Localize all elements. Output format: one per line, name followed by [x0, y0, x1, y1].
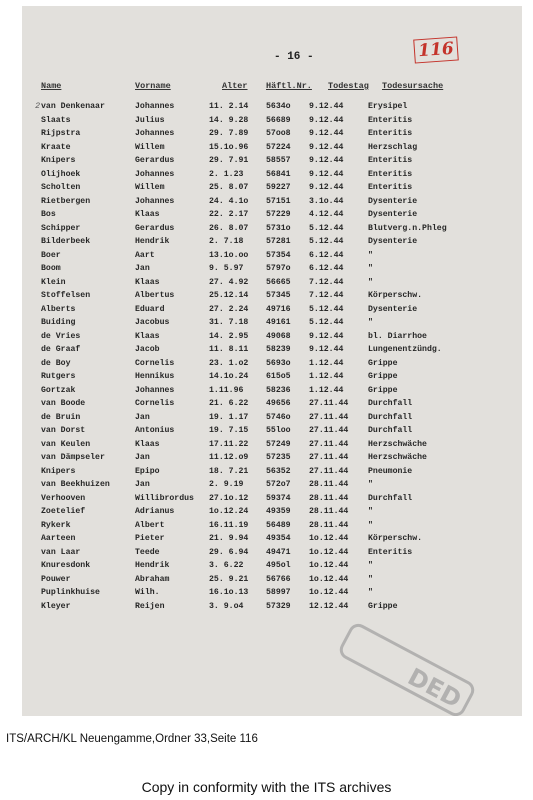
- first-name-cell: Jan: [135, 412, 150, 422]
- death-date-cell: 28.11.44: [309, 507, 349, 516]
- death-date-cell: 1.12.44: [309, 372, 344, 381]
- page-number: - 16 -: [274, 51, 314, 63]
- header-age: Alter: [222, 81, 248, 91]
- surname-cell: Bilderbeek: [41, 237, 91, 246]
- first-name-cell: Epipo: [135, 466, 160, 476]
- cause-of-death-cell: ": [368, 318, 373, 327]
- surname-cell: Knipers: [41, 466, 76, 476]
- cause-of-death-cell: Herzschwäche: [368, 453, 427, 462]
- cause-of-death-cell: Pneumonie: [368, 466, 413, 476]
- cause-of-death-cell: bl. Diarrhoe: [368, 331, 427, 341]
- prisoner-number-cell: 495ol: [266, 561, 291, 570]
- document-scan: [22, 6, 522, 716]
- prisoner-number-cell: 57151: [266, 196, 291, 206]
- first-name-cell: Johannes: [135, 169, 175, 179]
- prisoner-number-cell: 5693o: [266, 358, 291, 368]
- handwritten-page-number: 116: [413, 36, 459, 63]
- prisoner-number-cell: 57354: [266, 250, 291, 260]
- prisoner-number-cell: 59227: [266, 183, 291, 192]
- table-row: [22, 480, 522, 494]
- prisoner-number-cell: 58997: [266, 588, 291, 597]
- table-row: [22, 210, 522, 224]
- cause-of-death-cell: Enteritis: [368, 547, 413, 557]
- surname-cell: Knipers: [41, 156, 76, 165]
- death-date-cell: 9.12.44: [309, 345, 344, 354]
- surname-cell: van Dorst: [41, 426, 86, 435]
- cause-of-death-cell: Durchfall: [368, 412, 413, 422]
- death-date-cell: 1o.12.44: [309, 561, 349, 570]
- dead-stamp: DED: [336, 620, 477, 716]
- table-row: [22, 467, 522, 481]
- surname-cell: Olijhoek: [41, 169, 81, 179]
- death-date-cell: 1o.12.44: [309, 574, 349, 584]
- header-prisoner-number: Häftl.Nr.: [266, 81, 312, 91]
- birth-date-cell: 2. 1.23: [209, 169, 244, 179]
- prisoner-number-cell: 572o7: [266, 480, 291, 489]
- death-date-cell: 1.12.44: [309, 385, 344, 395]
- surname-cell: van Boode: [41, 399, 86, 408]
- surname-cell: Rietbergen: [41, 196, 91, 206]
- death-date-cell: 27.11.44: [309, 439, 349, 449]
- first-name-cell: Willem: [135, 183, 165, 192]
- table-row: [22, 399, 522, 413]
- table-row: [22, 116, 522, 130]
- table-row: [22, 561, 522, 575]
- cause-of-death-cell: Grippe: [368, 601, 398, 611]
- prisoner-number-cell: 49161: [266, 318, 291, 327]
- first-name-cell: Willibrordus: [135, 493, 194, 503]
- cause-of-death-cell: Grippe: [368, 358, 398, 368]
- birth-date-cell: 25. 9.21: [209, 574, 249, 584]
- prisoner-number-cell: 56665: [266, 277, 291, 287]
- prisoner-number-cell: 49354: [266, 534, 291, 543]
- cause-of-death-cell: Lungenentzündg.: [368, 345, 442, 354]
- death-date-cell: 4.12.44: [309, 210, 344, 219]
- cause-of-death-cell: ": [368, 507, 373, 516]
- cause-of-death-cell: Dysenterie: [368, 304, 418, 314]
- birth-date-cell: 24. 4.1o: [209, 196, 249, 206]
- first-name-cell: Gerardus: [135, 223, 175, 233]
- first-name-cell: Albert: [135, 520, 165, 530]
- prisoner-number-cell: 56352: [266, 466, 291, 476]
- death-date-cell: 28.11.44: [309, 493, 349, 503]
- surname-cell: Rutgers: [41, 372, 76, 381]
- surname-cell: Boom: [41, 264, 61, 273]
- first-name-cell: Jan: [135, 480, 150, 489]
- prisoner-number-cell: 49359: [266, 507, 291, 516]
- table-row: [22, 359, 522, 373]
- prisoner-number-cell: 57329: [266, 601, 291, 611]
- header-name: Name: [41, 81, 62, 91]
- birth-date-cell: 3. 6.22: [209, 561, 244, 570]
- prisoner-number-cell: 56841: [266, 169, 291, 179]
- prisoner-number-cell: 49068: [266, 331, 291, 341]
- death-date-cell: 5.12.44: [309, 237, 344, 246]
- death-date-cell: 27.11.44: [309, 426, 349, 435]
- prisoner-number-cell: 59374: [266, 493, 291, 503]
- cause-of-death-cell: Grippe: [368, 372, 398, 381]
- cause-of-death-cell: Durchfall: [368, 493, 413, 503]
- birth-date-cell: 14. 9.28: [209, 115, 249, 125]
- birth-date-cell: 31. 7.18: [209, 318, 249, 327]
- death-date-cell: 5.12.44: [309, 318, 344, 327]
- cause-of-death-cell: Enteritis: [368, 156, 413, 165]
- surname-cell: van Keulen: [41, 439, 91, 449]
- cause-of-death-cell: Enteritis: [368, 115, 413, 125]
- surname-cell: de Vries: [41, 331, 81, 341]
- birth-date-cell: 14. 2.95: [209, 331, 249, 341]
- cause-of-death-cell: ": [368, 250, 373, 260]
- table-row: [22, 426, 522, 440]
- surname-cell: Schipper: [41, 223, 81, 233]
- cause-of-death-cell: Enteritis: [368, 129, 413, 138]
- death-date-cell: 9.12.44: [309, 183, 344, 192]
- table-row: [22, 521, 522, 535]
- first-name-cell: Jan: [135, 453, 150, 462]
- first-name-cell: Johannes: [135, 196, 175, 206]
- surname-cell: Pouwer: [41, 574, 71, 584]
- surname-cell: van Beekhuizen: [41, 480, 110, 489]
- birth-date-cell: 9. 5.97: [209, 264, 244, 273]
- first-name-cell: Gerardus: [135, 156, 175, 165]
- table-row: [22, 345, 522, 359]
- prisoner-number-cell: 58239: [266, 345, 291, 354]
- cause-of-death-cell: Körperschw.: [368, 291, 423, 300]
- first-name-cell: Antonius: [135, 426, 175, 435]
- birth-date-cell: 19. 1.17: [209, 412, 249, 422]
- prisoner-number-cell: 57235: [266, 453, 291, 462]
- death-date-cell: 5.12.44: [309, 223, 344, 233]
- birth-date-cell: 21. 9.94: [209, 534, 249, 543]
- birth-date-cell: 19. 7.15: [209, 426, 249, 435]
- first-name-cell: Julius: [135, 115, 165, 125]
- prisoner-number-cell: 49471: [266, 547, 291, 557]
- table-row: [22, 291, 522, 305]
- cause-of-death-cell: Grippe: [368, 385, 398, 395]
- death-date-cell: 27.11.44: [309, 453, 349, 462]
- death-date-cell: 9.12.44: [309, 115, 344, 125]
- death-date-cell: 7.12.44: [309, 277, 344, 287]
- birth-date-cell: 27.1o.12: [209, 493, 249, 503]
- table-row: [22, 197, 522, 211]
- birth-date-cell: 26. 8.07: [209, 223, 249, 233]
- surname-cell: Kleyer: [41, 601, 71, 611]
- cause-of-death-cell: Durchfall: [368, 399, 413, 408]
- birth-date-cell: 15.1o.96: [209, 142, 249, 152]
- surname-cell: de Boy: [41, 358, 71, 368]
- prisoner-number-cell: 57229: [266, 210, 291, 219]
- surname-cell: Stoffelsen: [41, 291, 91, 300]
- first-name-cell: Eduard: [135, 304, 165, 314]
- death-date-cell: 27.11.44: [309, 412, 349, 422]
- cause-of-death-cell: ": [368, 520, 373, 530]
- table-row: [22, 237, 522, 251]
- birth-date-cell: 11. 2.14: [209, 102, 249, 111]
- cause-of-death-cell: Herzschlag: [368, 142, 418, 152]
- surname-cell: Gortzak: [41, 385, 76, 395]
- prisoner-number-cell: 49656: [266, 399, 291, 408]
- prisoner-number-cell: 58236: [266, 385, 291, 395]
- prisoner-number-cell: 5731o: [266, 223, 291, 233]
- birth-date-cell: 14.1o.24: [209, 372, 249, 381]
- table-row: [22, 156, 522, 170]
- table-row: [22, 129, 522, 143]
- first-name-cell: Hendrik: [135, 561, 170, 570]
- first-name-cell: Aart: [135, 250, 155, 260]
- surname-cell: Buiding: [41, 318, 76, 327]
- death-date-cell: 3.1o.44: [309, 196, 344, 206]
- prisoner-number-cell: 57345: [266, 291, 291, 300]
- first-name-cell: Johannes: [135, 385, 175, 395]
- first-name-cell: Teede: [135, 547, 160, 557]
- surname-cell: Rijpstra: [41, 129, 81, 138]
- header-death-date: Todestag: [328, 81, 369, 91]
- archive-caption: ITS/ARCH/KL Neuengamme,Ordner 33,Seite 116: [6, 733, 258, 745]
- table-row: [22, 588, 522, 602]
- surname-cell: Scholten: [41, 183, 81, 192]
- death-date-cell: 9.12.44: [309, 331, 344, 341]
- first-name-cell: Jacob: [135, 345, 160, 354]
- surname-cell: Verhooven: [41, 493, 86, 503]
- prisoner-number-cell: 5634o: [266, 102, 291, 111]
- first-name-cell: Klaas: [135, 277, 160, 287]
- surname-cell: Knuresdonk: [41, 561, 91, 570]
- birth-date-cell: 18. 7.21: [209, 466, 249, 476]
- table-row: [22, 372, 522, 386]
- cause-of-death-cell: Körperschw.: [368, 534, 423, 543]
- prisoner-number-cell: 5746o: [266, 412, 291, 422]
- birth-date-cell: 17.11.22: [209, 439, 249, 449]
- first-name-cell: Pieter: [135, 534, 165, 543]
- first-name-cell: Reijen: [135, 601, 165, 611]
- death-date-cell: 1o.12.44: [309, 534, 349, 543]
- cause-of-death-cell: ": [368, 561, 373, 570]
- table-row: [22, 413, 522, 427]
- cause-of-death-cell: Blutverg.n.Phleg: [368, 223, 447, 233]
- conformity-footer: Copy in conformity with the ITS archives: [141, 779, 392, 795]
- surname-cell: Kraate: [41, 142, 71, 152]
- cause-of-death-cell: Dysenterie: [368, 237, 418, 246]
- birth-date-cell: 16.11.19: [209, 520, 249, 530]
- death-date-cell: 12.12.44: [309, 601, 349, 611]
- cause-of-death-cell: Enteritis: [368, 169, 413, 179]
- surname-cell: Puplinkhuise: [41, 588, 100, 597]
- cause-of-death-cell: Erysipel: [368, 102, 408, 111]
- first-name-cell: Wilh.: [135, 588, 160, 597]
- prisoner-number-cell: 56766: [266, 574, 291, 584]
- table-row: [22, 453, 522, 467]
- death-date-cell: 6.12.44: [309, 264, 344, 273]
- prisoner-number-cell: 56689: [266, 115, 291, 125]
- prisoner-number-cell: 56489: [266, 520, 291, 530]
- first-name-cell: Klaas: [135, 331, 160, 341]
- cause-of-death-cell: ": [368, 480, 373, 489]
- death-date-cell: 6.12.44: [309, 250, 344, 260]
- cause-of-death-cell: ": [368, 264, 373, 273]
- cause-of-death-cell: ": [368, 277, 373, 287]
- surname-cell: Aarteen: [41, 534, 76, 543]
- table-row: [22, 170, 522, 184]
- record-table: [22, 102, 522, 615]
- surname-cell: Slaats: [41, 115, 71, 125]
- table-row: [22, 575, 522, 589]
- surname-cell: Rykerk: [41, 520, 71, 530]
- table-row: [22, 440, 522, 454]
- row-number: 2: [35, 102, 40, 111]
- birth-date-cell: 11.12.o9: [209, 453, 249, 462]
- prisoner-number-cell: 57281: [266, 237, 291, 246]
- table-row: [22, 318, 522, 332]
- death-date-cell: 1.12.44: [309, 358, 344, 368]
- surname-cell: de Graaf: [41, 345, 81, 354]
- death-date-cell: 9.12.44: [309, 169, 344, 179]
- birth-date-cell: 29. 7.89: [209, 129, 249, 138]
- birth-date-cell: 27. 4.92: [209, 277, 249, 287]
- first-name-cell: Cornelis: [135, 358, 175, 368]
- first-name-cell: Willem: [135, 142, 165, 152]
- first-name-cell: Hennikus: [135, 372, 175, 381]
- prisoner-number-cell: 55loo: [266, 426, 291, 435]
- birth-date-cell: 13.1o.oo: [209, 250, 249, 260]
- prisoner-number-cell: 49716: [266, 304, 291, 314]
- death-date-cell: 9.12.44: [309, 156, 344, 165]
- death-date-cell: 27.11.44: [309, 399, 349, 408]
- birth-date-cell: 2. 9.19: [209, 480, 244, 489]
- prisoner-number-cell: 58557: [266, 156, 291, 165]
- header-cause: Todesursache: [382, 81, 444, 91]
- table-row: [22, 251, 522, 265]
- surname-cell: van Laar: [41, 547, 81, 557]
- birth-date-cell: 3. 9.o4: [209, 601, 244, 611]
- prisoner-number-cell: 57224: [266, 142, 291, 152]
- table-row: [22, 507, 522, 521]
- surname-cell: van Denkenaar: [41, 102, 105, 111]
- birth-date-cell: 23. 1.o2: [209, 358, 249, 368]
- table-row: [22, 548, 522, 562]
- surname-cell: Klein: [41, 277, 66, 287]
- death-date-cell: 27.11.44: [309, 466, 349, 476]
- birth-date-cell: 11. 8.11: [209, 345, 249, 354]
- death-date-cell: 1o.12.44: [309, 547, 349, 557]
- first-name-cell: Jacobus: [135, 318, 170, 327]
- death-date-cell: 28.11.44: [309, 520, 349, 530]
- birth-date-cell: 25. 8.07: [209, 183, 249, 192]
- first-name-cell: Albertus: [135, 291, 175, 300]
- death-date-cell: 9.12.44: [309, 129, 344, 138]
- prisoner-number-cell: 57249: [266, 439, 291, 449]
- birth-date-cell: 1o.12.24: [209, 507, 249, 516]
- table-row: [22, 278, 522, 292]
- surname-cell: Boer: [41, 250, 61, 260]
- first-name-cell: Jan: [135, 264, 150, 273]
- birth-date-cell: 1.11.96: [209, 385, 244, 395]
- cause-of-death-cell: Durchfall: [368, 426, 413, 435]
- cause-of-death-cell: Dysenterie: [368, 210, 418, 219]
- header-first-name: Vorname: [135, 81, 171, 91]
- birth-date-cell: 29. 7.91: [209, 156, 249, 165]
- table-row: [22, 602, 522, 616]
- first-name-cell: Johannes: [135, 129, 175, 138]
- table-row: [22, 534, 522, 548]
- table-row: [22, 224, 522, 238]
- surname-cell: Zoetelief: [41, 507, 86, 516]
- cause-of-death-cell: Enteritis: [368, 183, 413, 192]
- birth-date-cell: 22. 2.17: [209, 210, 249, 219]
- table-row: [22, 143, 522, 157]
- table-row: [22, 494, 522, 508]
- table-row: [22, 386, 522, 400]
- table-row: [22, 305, 522, 319]
- surname-cell: Bos: [41, 210, 56, 219]
- table-row: [22, 332, 522, 346]
- birth-date-cell: 29. 6.94: [209, 547, 249, 557]
- birth-date-cell: 2. 7.18: [209, 237, 244, 246]
- death-date-cell: 9.12.44: [309, 142, 344, 152]
- first-name-cell: Hendrik: [135, 237, 170, 246]
- first-name-cell: Cornelis: [135, 399, 175, 408]
- death-date-cell: 5.12.44: [309, 304, 344, 314]
- surname-cell: de Bruin: [41, 412, 81, 422]
- first-name-cell: Klaas: [135, 439, 160, 449]
- prisoner-number-cell: 5797o: [266, 264, 291, 273]
- first-name-cell: Klaas: [135, 210, 160, 219]
- birth-date-cell: 25.12.14: [209, 291, 249, 300]
- death-date-cell: 28.11.44: [309, 480, 349, 489]
- surname-cell: Alberts: [41, 304, 76, 314]
- first-name-cell: Johannes: [135, 102, 175, 111]
- death-date-cell: 9.12.44: [309, 102, 344, 111]
- first-name-cell: Adrianus: [135, 507, 175, 516]
- surname-cell: van Dämpseler: [41, 453, 105, 462]
- death-date-cell: 7.12.44: [309, 291, 344, 300]
- prisoner-number-cell: 615o5: [266, 372, 291, 381]
- first-name-cell: Abraham: [135, 574, 170, 584]
- cause-of-death-cell: ": [368, 588, 373, 597]
- table-row: [22, 264, 522, 278]
- table-row: [22, 183, 522, 197]
- prisoner-number-cell: 57oo8: [266, 129, 291, 138]
- cause-of-death-cell: Herzschwäche: [368, 439, 427, 449]
- birth-date-cell: 16.1o.13: [209, 588, 249, 597]
- cause-of-death-cell: Dysenterie: [368, 196, 418, 206]
- birth-date-cell: 27. 2.24: [209, 304, 249, 314]
- table-row: [22, 102, 522, 116]
- cause-of-death-cell: ": [368, 574, 373, 584]
- death-date-cell: 1o.12.44: [309, 588, 349, 597]
- birth-date-cell: 21. 6.22: [209, 399, 249, 408]
